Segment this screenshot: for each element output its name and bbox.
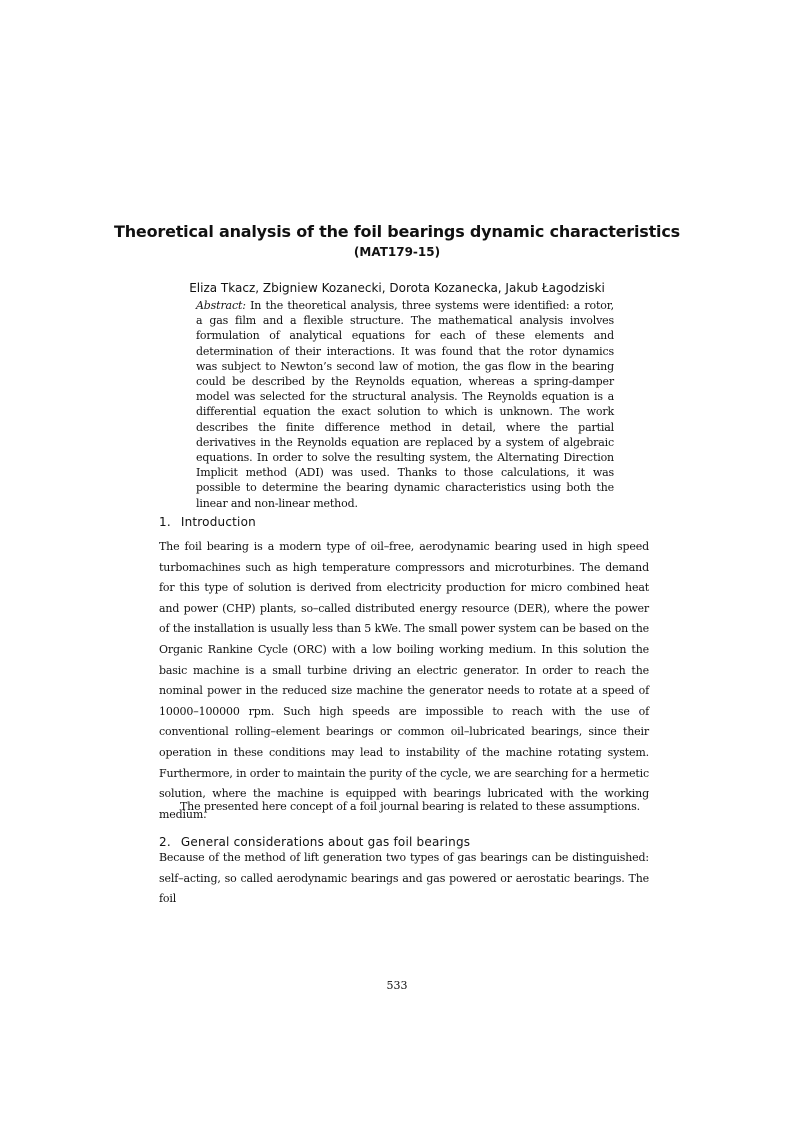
abstract-label: Abstract: — [196, 299, 246, 312]
body-paragraph: The foil bearing is a modern type of oil–free, aerodynamic bearing used in high speed turbomachines such as high temperature compressors and microturbines. The demand for this type of solution is derived from electricity production for micro combined heat and power (CHP) plants, so–called distributed energy resource (DER), where the power of the installation is usually less than 5 kWe. The small power system can be based on the Organic Rankine Cycle (ORC) with a low boiling working medium. In this solution the basic machine is a small turbine driving an electric generator. In order to reach the nominal power in the reduced size machine the generator needs to rotate at a speed of 10000–100000 rpm. Such high speeds are impossible to reach with the use of conventional rolling–element bearings or common oil–lubricated bearings, since their operation in these conditions may lead to instability of the machine rotating system. Furthermore, in order to maintain the purity of the cycle, we are searching for a hermetic solution, where the machine is equipped with bearings lubricated with the working medium. — [159, 540, 649, 821]
abstract-text: In the theoretical analysis, three systems were identified: a rotor, a gas film and a flexible structure. The mathematical analysis involves formulation of analytical equations for each of these elements and determination of their interactions. It was found that the rotor dynamics was subject to Newton’s second law of motion, the gas flow in the bearing could be described by the Reynolds equation, whereas a spring-damper model was selected for the structural analysis. The Reynolds equation is a differential equation the exact solution to which is unknown. The work describes the finite difference method in detail, where the partial derivatives in the Reynolds equation are replaced by a system of algebraic equations. In order to solve the resulting system, the Alternating Direction Implicit method (ADI) was used. Thanks to those calculations, it was possible to determine the bearing dynamic characteristics using both the linear and non-linear method. — [196, 299, 614, 510]
abstract — [196, 298, 614, 511]
section-title: Introduction — [180, 515, 256, 529]
section-number: 1. — [159, 515, 171, 529]
paper-code: (MAT179-15) — [353, 245, 441, 259]
section-title: General considerations about gas foil bearings — [180, 835, 471, 849]
paper-title: Theoretical analysis of the foil bearings dynamic characteristics — [114, 222, 680, 241]
paper-authors: Eliza Tkacz, Zbigniew Kozanecki, Dorota Kozanecka, Jakub Łagodziski — [189, 281, 605, 295]
section-heading-introduction — [159, 514, 256, 530]
body-paragraph: Because of the method of lift generation two types of gas bearings can be distinguished: self–acting, so called aerodynamic bearings and gas powered or aerostatic bearings. The foil — [159, 851, 649, 906]
body-paragraph: The presented here concept of a foil journal bearing is related to these assumptions. — [180, 800, 640, 813]
section-number: 2. — [159, 835, 171, 849]
page-number: 533 — [386, 979, 408, 992]
